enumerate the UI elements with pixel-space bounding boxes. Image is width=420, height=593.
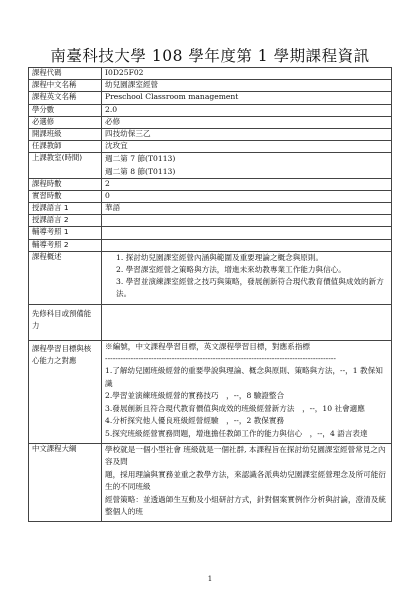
objectives-value xyxy=(102,340,392,443)
row-teacher xyxy=(29,141,392,153)
objectives-line: 5.探究班級經營實務問題，增進擔任教師工作的能力與信心 ，--，4 語言表達 xyxy=(105,428,368,438)
row-outline xyxy=(29,443,392,521)
objectives-label: 課程學習目標與核心能力之對應 xyxy=(29,340,102,443)
course-name-en-value: Preschool Classroom management xyxy=(102,92,392,104)
course-code-label: 課程代碼 xyxy=(29,68,102,80)
row-prerequisite xyxy=(29,304,392,340)
counseling-1-value xyxy=(102,227,392,239)
row-counseling-2 xyxy=(29,239,392,251)
teacher-value: 沈玫宜 xyxy=(102,141,392,153)
overview-value xyxy=(102,251,392,304)
course-code-value: I0D25F02 xyxy=(102,68,392,80)
objectives-line: 1.了解幼兒園班級經營的重要學說與理論、概念與原則、策略與方法，--，1 教保知識 xyxy=(105,366,383,388)
credits-value: 2.0 xyxy=(102,104,392,116)
classroom-line: 週二第 7 節(T0113) xyxy=(105,154,176,164)
row-language-1 xyxy=(29,203,392,215)
page-number: 1 xyxy=(207,575,213,583)
outline-line: 經營策略：並透過師生互動及小組研討方式，針對個案實例作分析與討論，澄清及統整個人的班 xyxy=(105,494,386,516)
language-2-value xyxy=(102,215,392,227)
prerequisite-label: 先修科目或預備能力 xyxy=(29,304,102,340)
elective-value: 必修 xyxy=(102,116,392,128)
course-name-zh-label: 課程中文名稱 xyxy=(29,80,102,92)
language-2-label: 授課語言 2 xyxy=(29,215,102,227)
objectives-line: 2.學習並演練班級經營的實務技巧 ，--，8 驗證整合 xyxy=(105,391,285,401)
outline-line: 學校就是一個小型社會 班級就是一個社群, 本課程旨在探討幼兒園課室經營常見之內容及問 xyxy=(105,444,386,467)
row-counseling-1 xyxy=(29,227,392,239)
overview-line: 2. 學習課室經營之策略與方法，增進未來幼教專業工作能力與信心。 xyxy=(116,265,346,275)
counseling-2-label: 輔導考照 2 xyxy=(29,239,102,251)
outline-line: 題，採用理論與實務並重之教學方法，來認識各派典幼兒園課室經營理念及所可能衍生的不同班級 xyxy=(105,469,386,492)
overview-label: 課程概述 xyxy=(29,251,102,304)
row-classroom xyxy=(29,153,392,178)
class-label: 開課班級 xyxy=(29,128,102,140)
course-name-zh-value: 幼兒園課室經營 xyxy=(102,80,392,92)
row-course-name-en xyxy=(29,92,392,104)
row-hours xyxy=(29,178,392,190)
row-credits xyxy=(29,104,392,116)
outline-value xyxy=(102,443,392,521)
hours-value: 2 xyxy=(102,178,392,190)
row-class xyxy=(29,128,392,140)
classroom-label: 上課教室(時間) xyxy=(29,153,102,178)
row-overview xyxy=(29,251,392,304)
course-name-en-label: 課程英文名稱 xyxy=(29,92,102,104)
practice-hours-label: 實習時數 xyxy=(29,190,102,202)
language-1-value: 華語 xyxy=(102,203,392,215)
overview-line: 1. 探討幼兒園課室經營內涵與範圍及重要理論之概念與原則。 xyxy=(116,252,324,262)
teacher-label: 任課教師 xyxy=(29,141,102,153)
classroom-value xyxy=(102,153,392,178)
row-objectives xyxy=(29,340,392,443)
counseling-2-value xyxy=(102,239,392,251)
classroom-line: 週二第 8 節(T0113) xyxy=(105,166,176,176)
row-elective xyxy=(29,116,392,128)
counseling-1-label: 輔導考照 1 xyxy=(29,227,102,239)
objectives-line: 3.發展創新且符合現代教育價值與成效的班級經營新方法 ，--，10 社會適應 xyxy=(105,403,365,413)
credits-label: 學分數 xyxy=(29,104,102,116)
objectives-divider: ------------------------------------------------------------------------------------------ xyxy=(105,354,336,364)
outline-label: 中文課程大綱 xyxy=(29,443,102,521)
class-value: 四技幼保三乙 xyxy=(102,128,392,140)
objectives-line: ※編號，中文課程學習目標，英文課程學習目標，對應系指標 xyxy=(105,341,311,351)
course-info-table xyxy=(28,67,392,522)
row-language-2 xyxy=(29,215,392,227)
document-title: 南臺科技大學 108 學年度第 1 學期課程資訊 xyxy=(50,47,370,65)
objectives-line: 4.分析探究他人優良班級經營經驗 ，--，2 教保實務 xyxy=(105,416,285,426)
row-course-name-zh xyxy=(29,80,392,92)
elective-label: 必選修 xyxy=(29,116,102,128)
practice-hours-value: 0 xyxy=(102,190,392,202)
row-course-code xyxy=(29,68,392,80)
prerequisite-value xyxy=(102,304,392,340)
language-1-label: 授課語言 1 xyxy=(29,203,102,215)
row-practice-hours xyxy=(29,190,392,202)
hours-label: 課程時數 xyxy=(29,178,102,190)
overview-line: 3. 學習並演練課室經營之技巧與策略，發展創新符合現代教育價值與成效的新方法。 xyxy=(116,277,384,299)
